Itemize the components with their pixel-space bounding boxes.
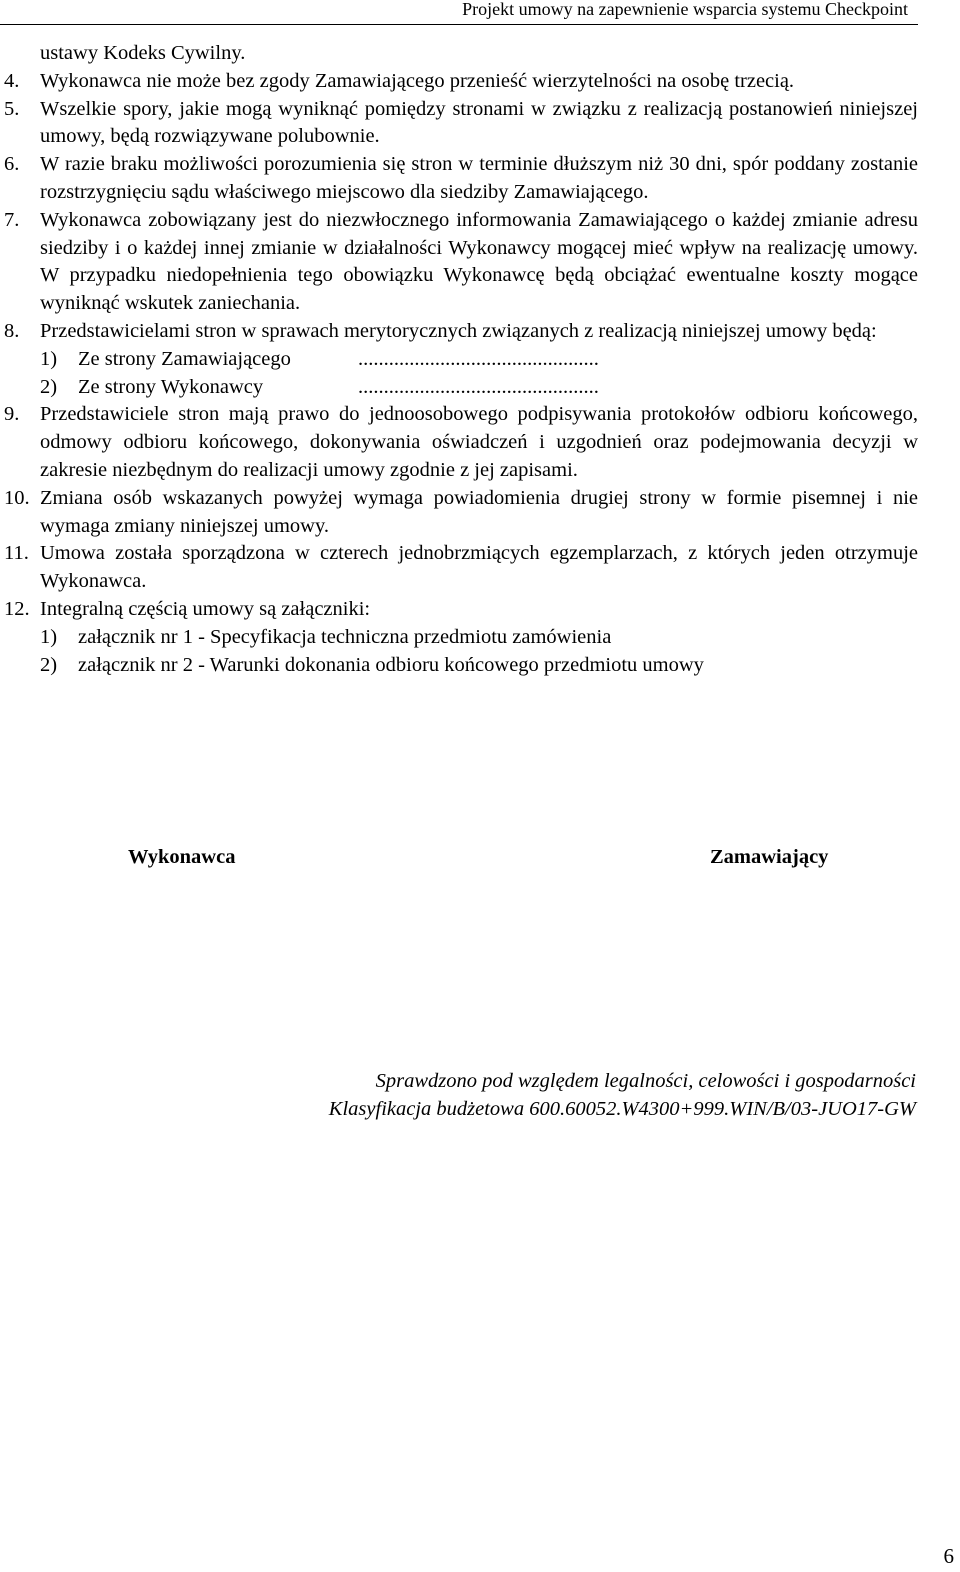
clause-6 (0, 151, 918, 207)
budget-classification: Klasyfikacja budżetowa 600.60052.W4300+999.WIN/B/03-JUO17-GW (328, 1097, 916, 1120)
clause-text: Zmiana osób wskazanych powyżej wymaga powiadomienia drugiej strony w formie pisemnej i nie wymaga zmiany niniejszej umowy. (40, 486, 918, 537)
list-number: 2) (40, 653, 58, 676)
representative-label: Ze strony Zamawiającego (78, 347, 291, 370)
clause-number: 4. (4, 69, 20, 92)
fill-in-dots: ............................................... (358, 347, 599, 370)
clause-10 (0, 485, 918, 541)
verification-line: Sprawdzono pod względem legalności, celowości i gospodarności (375, 1070, 916, 1092)
clause-number: 10. (4, 486, 30, 509)
clause-4 (0, 68, 918, 96)
representative-row (0, 374, 918, 402)
attachment-row (0, 652, 918, 680)
clause-number: 6. (4, 153, 20, 176)
fill-in-dots: ............................................... (358, 375, 599, 398)
page-header (0, 0, 918, 25)
page-number: 6 (943, 1544, 954, 1568)
clause-text: Wykonawca nie może bez zgody Zamawiającego przenieść wierzytelności na osobę trzecią. (40, 69, 795, 92)
clause-text: Wszelkie spory, jakie mogą wyniknąć pomiędzy stronami w związku z realizacją postanowień niniejszej umowy, będą rozwiązywane polubownie. (40, 97, 918, 148)
continued-text: ustawy Kodeks Cywilny. (40, 42, 246, 64)
clause-9 (0, 401, 918, 484)
clause-11 (0, 540, 918, 596)
list-number: 2) (40, 375, 58, 398)
clause-7 (0, 207, 918, 318)
list-number: 1) (40, 347, 58, 370)
representative-row (0, 346, 918, 374)
signature-client: Zamawiający (710, 846, 829, 868)
representative-label: Ze strony Wykonawcy (78, 375, 264, 398)
clause-5 (0, 96, 918, 152)
clause-text: Integralną częścią umowy są załączniki: (40, 597, 371, 620)
attachment-text: załącznik nr 1 - Specyfikacja techniczna przedmiotu zamówienia (78, 625, 612, 648)
clause-text: Przedstawicielami stron w sprawach merytorycznych związanych z realizacją niniejszej umowy będą: (40, 319, 877, 342)
clause-number: 8. (4, 319, 20, 342)
clause-text: Wykonawca zobowiązany jest do niezwłocznego informowania Zamawiającego o każdej zmianie adresu siedziby i o każdej innej zmianie w działalności Wykonawcy mogącej mieć wpływ na realizację umowy. W przypadku niedopełnienia tego obowiązku Wykonawcę będą obciążać ewentualne koszty mogące wyniknąć wskutek zaniechania. (40, 208, 918, 315)
verification-note (329, 1068, 916, 1124)
attachment-text: załącznik nr 2 - Warunki dokonania odbioru końcowego przedmiotu umowy (78, 653, 704, 676)
list-number: 1) (40, 625, 58, 648)
clause-12 (0, 596, 918, 624)
header-title: Projekt umowy na zapewnienie wsparcia systemu Checkpoint (462, 0, 908, 19)
attachment-row (0, 624, 918, 652)
clause-8 (0, 318, 918, 346)
signature-contractor: Wykonawca (128, 846, 236, 868)
clause-number: 11. (4, 542, 29, 565)
clause-number: 5. (4, 97, 20, 120)
clause-number: 7. (4, 208, 20, 231)
clause-number: 9. (4, 403, 20, 426)
clause-text: Umowa została sporządzona w czterech jednobrzmiących egzemplarzach, z których jeden otrzymuje Wykonawca. (40, 542, 918, 593)
clause-text: W razie braku możliwości porozumienia się stron w terminie dłuższym niż 30 dni, spór poddany zostanie rozstrzygnięciu sądu właściwego miejscowo dla siedziby Zamawiającego. (40, 153, 918, 203)
clause-number: 12. (4, 597, 30, 620)
clause-text: Przedstawiciele stron mają prawo do jednoosobowego podpisywania protokołów odbioru końcowego, odmowy odbioru końcowego, dokonywania oświadczeń i uzgodnień oraz podejmowania decyzji w zakresie niezbędnym do realizacji umowy zgodnie z jej zapisami. (40, 403, 918, 481)
document-body (0, 40, 918, 679)
